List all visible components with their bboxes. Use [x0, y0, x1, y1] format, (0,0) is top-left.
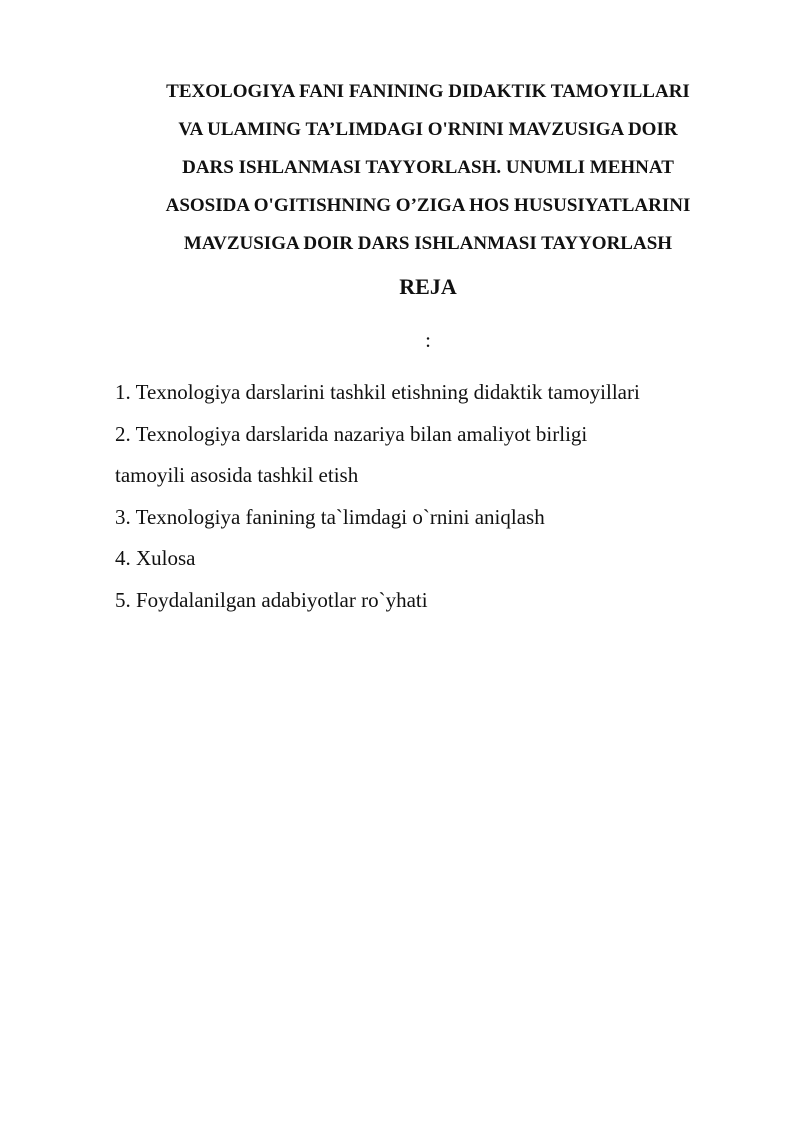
title-line: MAVZUSIGA DOIR DARS ISHLANMASI TAYYORLASH — [183, 233, 673, 254]
plan-item: 3. Texnologiya fanining ta`limdagi o`rnini aniqlash — [115, 504, 545, 529]
plan-colon: : — [425, 328, 431, 352]
plan-heading: REJA — [399, 274, 457, 299]
plan-item: 2. Texnologiya darslarida nazariya bilan amaliyot birligi — [115, 421, 588, 446]
title-line: DARS ISHLANMASI TAYYORLASH. UNUMLI MEHNAT — [182, 157, 674, 178]
plan-item-continuation: tamoyili asosida tashkil etish — [115, 463, 359, 487]
document-title — [110, 73, 746, 263]
plan-item: 4. Xulosa — [115, 546, 196, 570]
title-line: TEXOLOGIYA FANI FANINING DIDAKTIK TAMOYILLARI — [166, 81, 690, 102]
title-line: VA ULAMING TA’LIMDAGI O'RNINI MAVZUSIGA DOIR — [178, 119, 678, 140]
plan-item: 1. Texnologiya darslarini tashkil etishning didaktik tamoyillari — [115, 380, 640, 404]
plan-list — [115, 372, 755, 621]
plan-item: 5. Foydalanilgan adabiyotlar ro`yhati — [115, 587, 428, 612]
title-line: ASOSIDA O'GITISHNING O’ZIGA HOS HUSUSIYATLARINI — [165, 195, 691, 216]
